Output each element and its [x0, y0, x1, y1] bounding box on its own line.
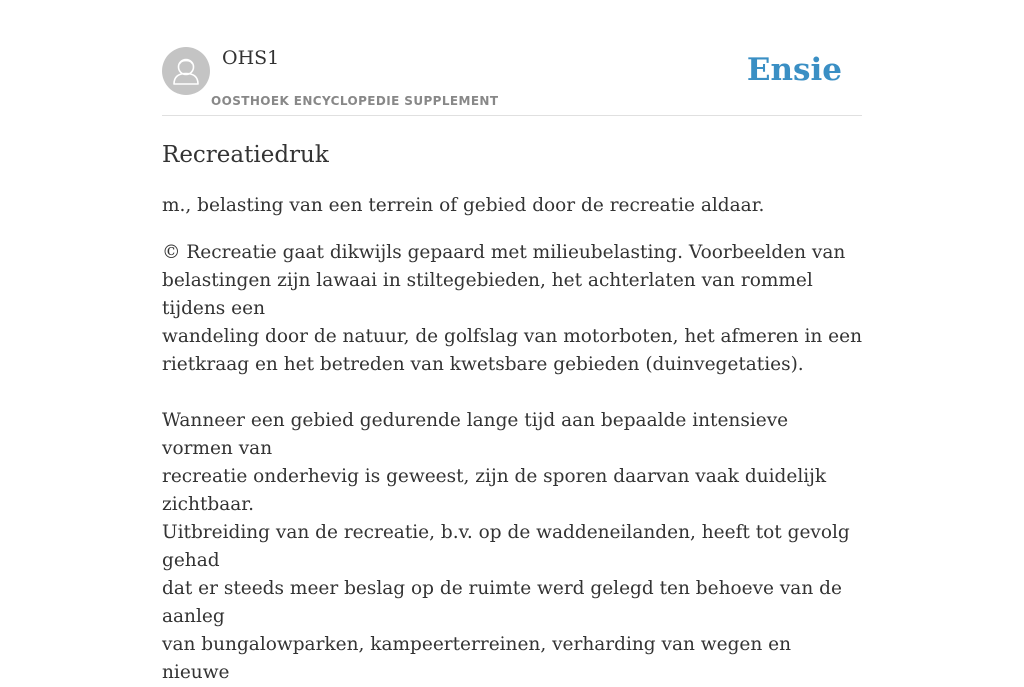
- page-title: Recreatiedruk: [162, 142, 329, 168]
- brand-logo[interactable]: Ensie: [746, 52, 842, 88]
- definition-text: m., belasting van een terrein of gebied door de recreatie aldaar.: [162, 195, 765, 216]
- source-label[interactable]: OOSTHOEK ENCYCLOPEDIE SUPPLEMENT: [211, 94, 499, 108]
- article-paragraph: Wanneer een gebied gedurende lange tijd aan bepaalde intensieve vormen van recreatie onderhevig is geweest, zijn de sporen daarvan vaak duidelijk zichtbaar. Uitbreiding van de recreatie, b.v. op de waddeneilanden, heeft tot gevolg gehad dat er steeds meer beslag op de ruimte werd gelegd ten behoeve van de aanleg van bungalowparken, kampeerterreinen, verharding van wegen en nieuwe: [162, 410, 850, 683]
- article-paragraph: © Recreatie gaat dikwijls gepaard met milieubelasting. Voorbeelden van belastingen zijn lawaai in stiltegebieden, het achterlaten van rommel tijdens een wandeling door de natuur, de golfslag van motorboten, het afmeren in een rietkraag en het betreden van kwetsbare gebieden (duinvegetaties).: [162, 242, 862, 375]
- avatar[interactable]: [162, 47, 210, 95]
- author-name[interactable]: OHS1: [222, 47, 280, 69]
- header-divider: [162, 115, 862, 116]
- article-body: [162, 192, 862, 687]
- user-icon: [162, 47, 210, 95]
